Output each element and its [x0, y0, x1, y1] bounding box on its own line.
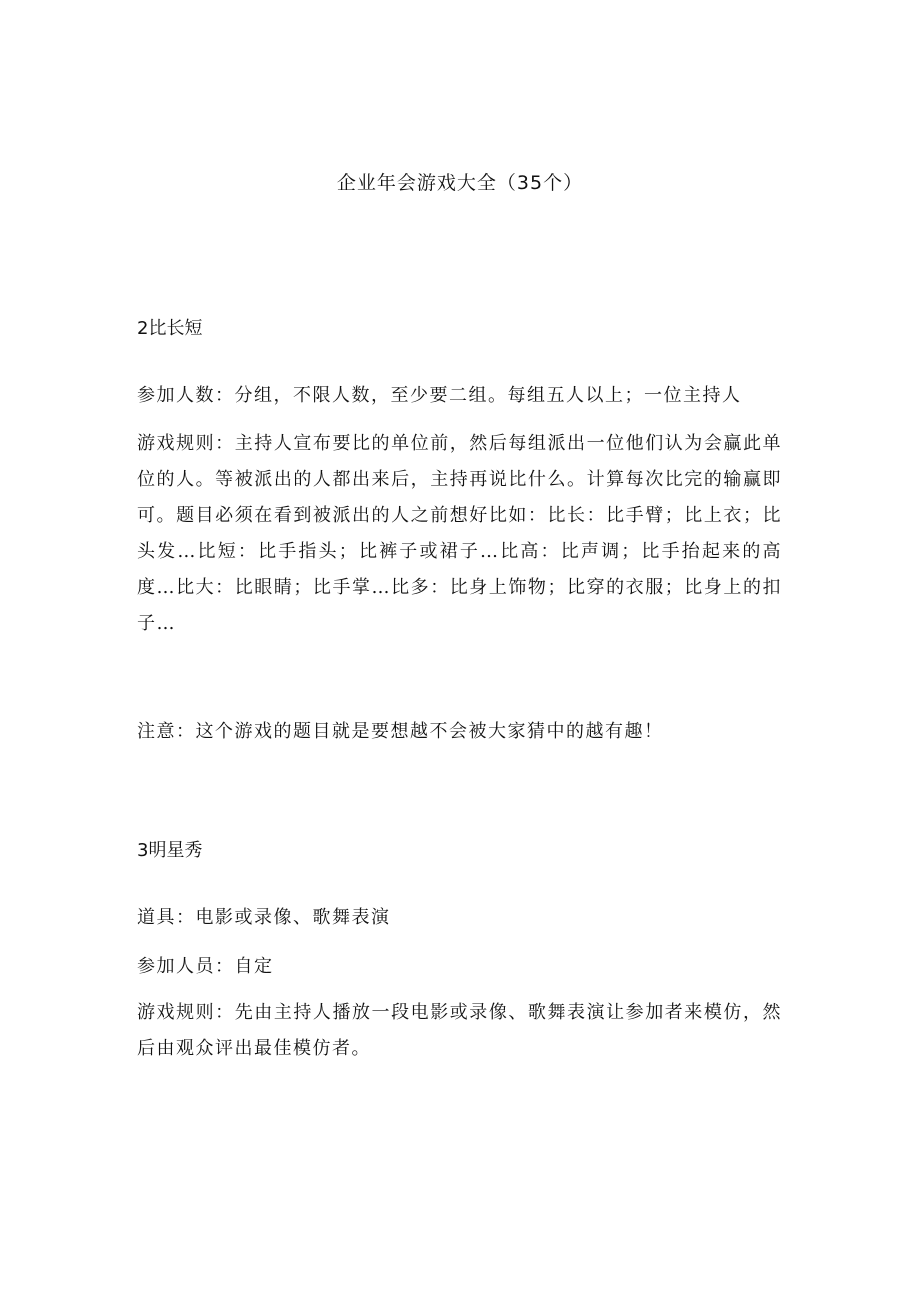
document-title: 企业年会游戏大全（35个） [336, 172, 584, 194]
section-people-text: 参加人员：自定 [137, 956, 274, 977]
section-heading-bichangduan: 2比长短 [137, 318, 203, 339]
section-players-text: 参加人数：分组，不限人数，至少要二组。每组五人以上；一位主持人 [137, 385, 742, 406]
section-props-text: 道具：电影或录像、歌舞表演 [137, 907, 391, 928]
section-rules-text-2: 游戏规则：先由主持人播放一段电影或录像、歌舞表演让参加者来模仿，然后由观众评出最佳模仿者。 [137, 1002, 782, 1059]
section-heading-mingxingxiu: 3明星秀 [137, 840, 203, 861]
section-note-text: 注意：这个游戏的题目就是要想越不会被大家猜中的越有趣！ [137, 721, 664, 742]
section-rules-text: 游戏规则：主持人宣布要比的单位前，然后每组派出一位他们认为会赢此单位的人。等被派出的人都出来后，主持再说比什么。计算每次比完的输赢即可。题目必须在看到被派出的人之前想好比如：比长：比手臂；比上衣；比头发…比短：比手指头；比裤子或裙子…比高：比声调；比手抬起来的高度…比大：比眼睛；比手掌…比多：比身上饰物；比穿的衣服；比身上的扣子… [137, 433, 782, 634]
